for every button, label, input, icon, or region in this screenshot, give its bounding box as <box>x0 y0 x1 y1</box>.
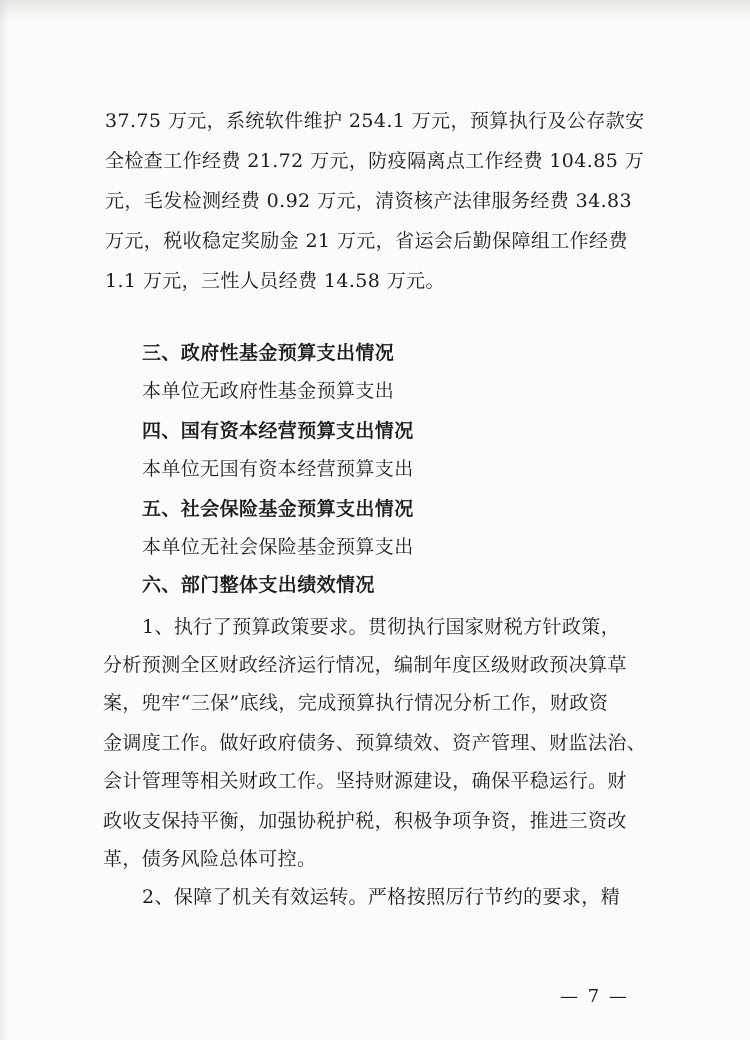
section-6-item-1-line-1: 1、执行了预算政策要求。贯彻执行国家财税方针政策， <box>142 616 621 638</box>
section-4-body: 本单位无国有资本经营预算支出 <box>142 458 414 480</box>
section-6-item-1-line-6: 政收支保持平衡，加强协税护税，积极争项争资，推进三资改 <box>103 810 627 832</box>
section-3-heading: 三、政府性基金预算支出情况 <box>142 342 395 364</box>
intro-paragraph-line-4: 万元，税收稳定奖励金 21 万元，省运会后勤保障组工作经费 <box>105 230 628 252</box>
section-6-item-1-line-7: 革，债务风险总体可控。 <box>103 848 317 870</box>
section-5-heading: 五、社会保险基金预算支出情况 <box>142 498 414 520</box>
section-5-body: 本单位无社会保险基金预算支出 <box>142 536 414 558</box>
page-number: — 7 — <box>560 986 629 1007</box>
section-6-item-1-line-2: 分析预测全区财政经济运行情况，编制年度区级财政预决算草 <box>103 654 627 676</box>
scan-shadow-top <box>0 0 750 22</box>
section-6-item-1-line-5: 会计管理等相关财政工作。坚持财源建设，确保平稳运行。财 <box>103 770 627 792</box>
intro-paragraph-line-5: 1.1 万元，三性人员经费 14.58 万元。 <box>105 270 445 292</box>
intro-paragraph-line-3: 元，毛发检测经费 0.92 万元，清资核产法律服务经费 34.83 <box>105 190 633 212</box>
intro-paragraph-line-2: 全检查工作经费 21.72 万元，防疫隔离点工作经费 104.85 万 <box>105 150 645 172</box>
section-6-heading: 六、部门整体支出绩效情况 <box>142 574 375 596</box>
section-6-item-1-line-4: 金调度工作。做好政府债务、预算绩效、资产管理、财监法治、 <box>103 732 647 754</box>
scan-shadow-left <box>0 0 8 1040</box>
section-6-item-1-line-3: 案，兜牢“三保”底线，完成预算执行情况分析工作，财政资 <box>103 692 609 714</box>
section-6-item-2-line-1: 2、保障了机关有效运转。严格按照厉行节约的要求，精 <box>142 886 621 908</box>
intro-paragraph-line-1: 37.75 万元，系统软件维护 254.1 万元，预算执行及公存款安 <box>105 110 645 132</box>
section-3-body: 本单位无政府性基金预算支出 <box>142 380 395 402</box>
section-4-heading: 四、国有资本经营预算支出情况 <box>142 420 414 442</box>
